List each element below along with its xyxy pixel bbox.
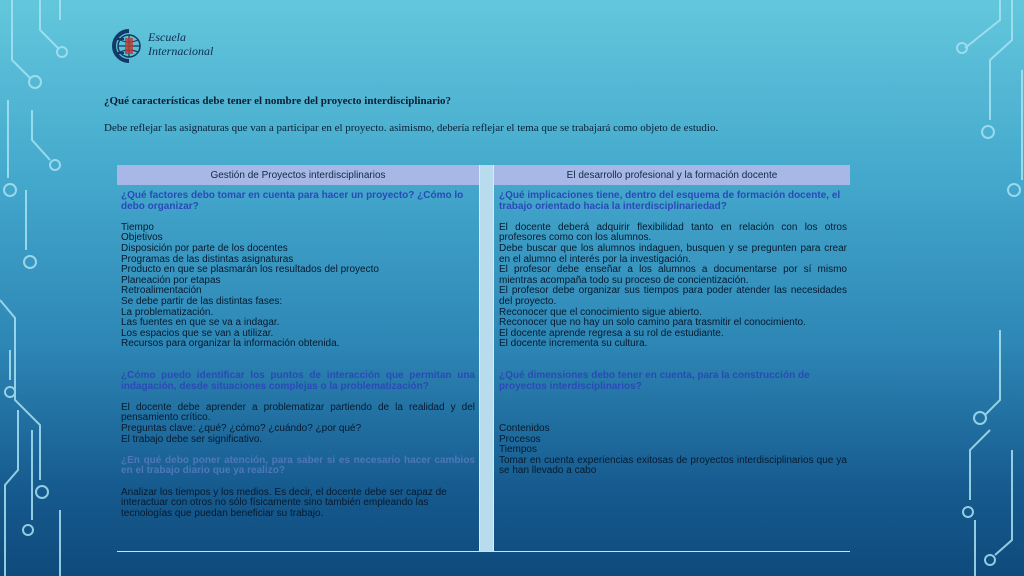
right-paragraph: El docente incrementa su cultura. [499,338,648,350]
left-column [121,191,475,519]
logo-text [148,30,213,58]
right-paragraph: El profesor debe organizar sus tiempos para poder atender las necesidades del proyecto. [499,285,847,307]
column-divider [479,165,494,551]
list-item: Contenidos [499,423,550,435]
left-question-3: ¿En qué debo poner atención, para saber si es necesario hacer cambios en el trabajo diario que ya realizo? [121,454,475,477]
list-item: Se debe partir de las distintas fases: [121,295,283,307]
logo-line2: Internacional [148,44,214,58]
left-column-header: Gestión de Proyectos interdisciplinarios [117,165,479,185]
list-item: Objetivos [121,232,163,244]
list-item: Tiempo [121,221,154,233]
right-paragraph: Reconocer que no hay un solo camino para trasmitir el conocimiento. [499,317,806,329]
right-paragraph: Reconocer que el conocimiento sigue abierto. [499,306,702,318]
list-item: Disposición por parte de los docentes [121,242,288,254]
right-column-header: El desarrollo profesional y la formación docente [494,165,850,185]
left-question-1: ¿Qué factores debo tomar en cuenta para hacer un proyecto? ¿Cómo lo debo organizar? [121,190,464,212]
right-paragraph: El docente deberá adquirir flexibilidad tanto en relación con los otros profesores como con los alumnos. [499,221,847,244]
list-item: La problematización. [121,306,214,318]
list-item: Retroalimentación [121,285,202,297]
right-paragraph: Debe buscar que los alumnos indaguen, busquen y se pregunten para crear en el alumno el interés por la investigación. [499,242,847,265]
logo-line1: Escuela [148,30,186,44]
table-bottom-border [117,551,850,552]
right-question-2: ¿Qué dimensiones debo tener en cuenta, para la construcción de proyectos interdisciplinarios? [499,370,810,392]
main-answer: Debe reflejar las asignaturas que van a participar en el proyecto. asimismo, debería reflejar el tema que se trabajará como objeto de estudio. [104,122,719,134]
left-answer-2: El docente debe aprender a problematizar partiendo de la realidad y del pensamiento crítico. [121,401,475,424]
right-paragraph: El docente aprende regresa a su rol de estudiante. [499,327,724,339]
list-item: El trabajo debe ser significativo. [121,433,263,445]
main-question: ¿Qué características debe tener el nombre del proyecto interdisciplinario? [104,95,452,107]
list-item: Las fuentes en que se va a indagar. [121,317,280,329]
right-column [499,191,847,477]
list-item: Producto en que se plasmarán los resultados del proyecto [121,264,379,276]
list-item: Programas de las distintas asignaturas [121,253,294,265]
list-item: Procesos [499,433,541,445]
list-item: Tiempos [499,444,537,456]
right-question-1: ¿Qué implicaciones tiene, dentro del esquema de formación docente, el trabajo orientado hacia la interdisciplinariedad? [499,190,841,212]
list-item: Preguntas clave: ¿qué? ¿cómo? ¿cuándo? ¿por qué? [121,423,362,435]
list-item: Recursos para organizar la información obtenida. [121,338,340,350]
list-item: Planeación por etapas [121,274,221,286]
left-answer-3: Analizar los tiempos y los medios. Es decir, el docente debe ser capaz de interactuar con otros no sólo físicamente sino también empleando las tecnologías que puedan beneficiar su trabajo. [121,486,447,519]
right-paragraph: El profesor debe enseñar a los alumnos a documentarse por sí mismo mientras acompaña todo su proceso de concientización. [499,264,847,286]
right-last-paragraph: Tomar en cuenta experiencias exitosas de proyectos interdisciplinarios que ya se han llevado a cabo [499,454,847,477]
list-item: Los espacios que se van a utilizar. [121,327,274,339]
left-question-2: ¿Cómo puedo identificar los puntos de interacción que permitan una indagación, desde situaciones complejas o la problematización? [121,370,475,392]
